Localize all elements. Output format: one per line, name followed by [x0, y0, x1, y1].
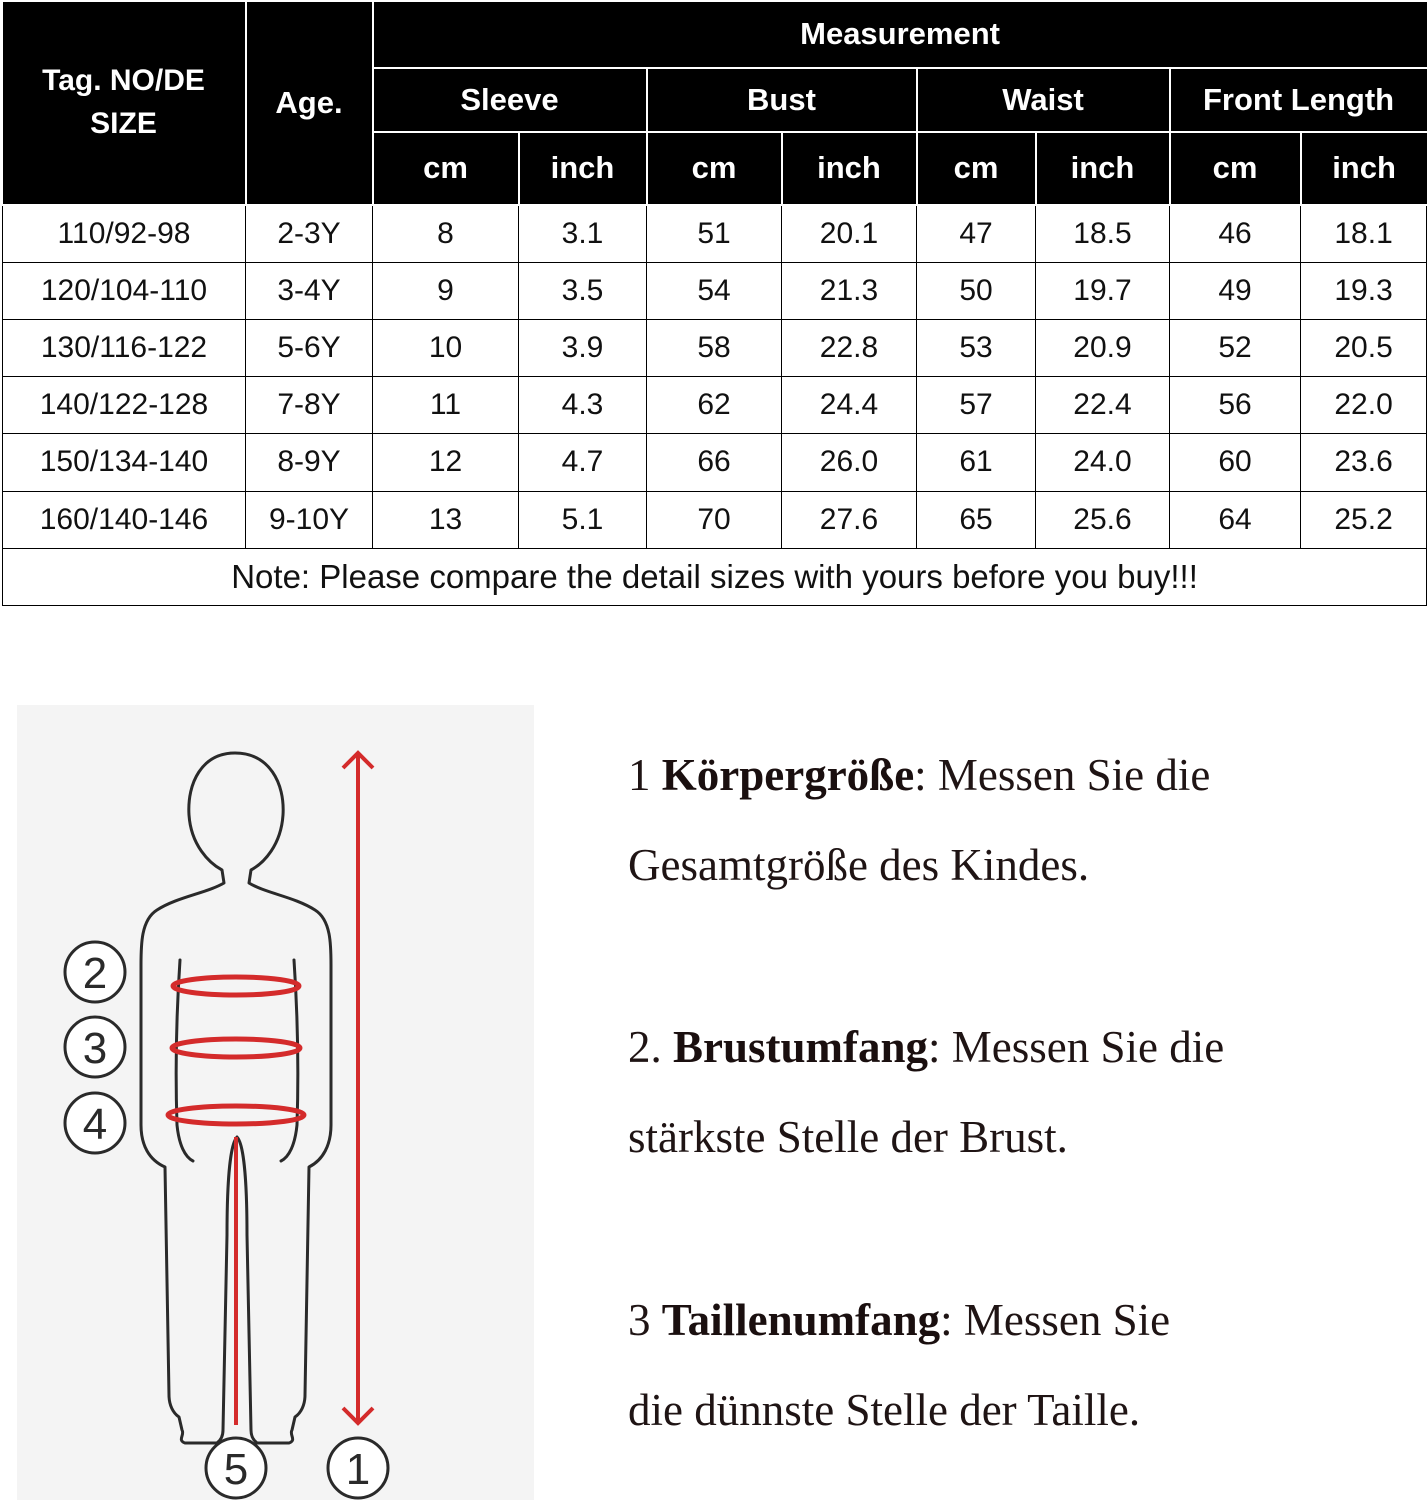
instruction-number: 1 — [628, 750, 662, 800]
bust-inch-cell: 27.6 — [782, 491, 917, 548]
table-row — [3, 434, 1427, 491]
bust-cm-cell: 70 — [647, 491, 782, 548]
age-cell: 2-3Y — [246, 205, 373, 262]
front-length-header: Front Length — [1170, 68, 1427, 132]
sleeve-inch-cell: 3.9 — [519, 319, 647, 376]
age-cell: 7-8Y — [246, 377, 373, 434]
marker-5: 5 — [223, 1445, 249, 1494]
size-cell: 150/134-140 — [3, 434, 246, 491]
table-row — [3, 205, 1427, 262]
waist-inch-cell: 20.9 — [1036, 319, 1170, 376]
front-length-inch-cell: 19.3 — [1301, 262, 1427, 319]
age-column-header: Age. — [246, 2, 373, 205]
instruction-number: 2. — [628, 1022, 673, 1072]
size-cell: 160/140-146 — [3, 491, 246, 548]
instruction-term: Brustumfang — [673, 1022, 929, 1072]
bust-line — [173, 977, 299, 995]
sleeve-inch-cell: 4.3 — [519, 377, 647, 434]
bust-inch-cell: 20.1 — [782, 205, 917, 262]
instruction-text: : Messen Sie die — [914, 750, 1211, 800]
instruction-text: stärkste Stelle der Brust. — [628, 1112, 1068, 1162]
bust-inch-cell: 21.3 — [782, 262, 917, 319]
size-cell: 140/122-128 — [3, 377, 246, 434]
age-cell: 3-4Y — [246, 262, 373, 319]
front-length-cm-cell: 60 — [1170, 434, 1301, 491]
size-column-header: Tag. NO/DE SIZE — [3, 2, 246, 205]
sleeve-inch-cell: 5.1 — [519, 491, 647, 548]
unit-header: inch — [782, 132, 917, 205]
unit-header: inch — [519, 132, 647, 205]
waist-cm-cell: 65 — [917, 491, 1036, 548]
unit-header: cm — [917, 132, 1036, 205]
size-cell: 120/104-110 — [3, 262, 246, 319]
front-length-inch-cell: 25.2 — [1301, 491, 1427, 548]
waist-inch-cell: 25.6 — [1036, 491, 1170, 548]
age-cell: 8-9Y — [246, 434, 373, 491]
table-row — [3, 319, 1427, 376]
unit-header: inch — [1036, 132, 1170, 205]
instruction-chest — [628, 1002, 1388, 1182]
front-length-cm-cell: 64 — [1170, 491, 1301, 548]
unit-header: cm — [373, 132, 519, 205]
waist-inch-cell: 18.5 — [1036, 205, 1170, 262]
sleeve-inch-cell: 3.1 — [519, 205, 647, 262]
waist-cm-cell: 53 — [917, 319, 1036, 376]
waist-cm-cell: 47 — [917, 205, 1036, 262]
bust-inch-cell: 26.0 — [782, 434, 917, 491]
unit-header: cm — [1170, 132, 1301, 205]
marker-1: 1 — [345, 1445, 371, 1494]
bust-cm-cell: 54 — [647, 262, 782, 319]
table-row — [3, 262, 1427, 319]
bust-cm-cell: 62 — [647, 377, 782, 434]
instruction-text: : Messen Sie die — [928, 1022, 1225, 1072]
front-length-cm-cell: 49 — [1170, 262, 1301, 319]
waist-cm-cell: 50 — [917, 262, 1036, 319]
instruction-text: Gesamtgröße des Kindes. — [628, 840, 1090, 890]
front-length-inch-cell: 20.5 — [1301, 319, 1427, 376]
instruction-number: 3 — [628, 1295, 662, 1345]
bust-cm-cell: 58 — [647, 319, 782, 376]
waist-cm-cell: 57 — [917, 377, 1036, 434]
front-length-inch-cell: 18.1 — [1301, 205, 1427, 262]
front-length-cm-cell: 46 — [1170, 205, 1301, 262]
bust-inch-cell: 24.4 — [782, 377, 917, 434]
measurement-figure — [17, 705, 534, 1500]
sleeve-inch-cell: 3.5 — [519, 262, 647, 319]
size-table-body — [3, 205, 1427, 606]
size-note: Note: Please compare the detail sizes with yours before you buy!!! — [3, 548, 1427, 605]
front-length-inch-cell: 23.6 — [1301, 434, 1427, 491]
front-length-cm-cell: 52 — [1170, 319, 1301, 376]
child-body-diagram — [17, 705, 534, 1500]
waist-line — [172, 1039, 300, 1057]
age-cell: 5-6Y — [246, 319, 373, 376]
sleeve-header: Sleeve — [373, 68, 647, 132]
sleeve-cm-cell: 8 — [373, 205, 519, 262]
sleeve-cm-cell: 10 — [373, 319, 519, 376]
bust-cm-cell: 66 — [647, 434, 782, 491]
instruction-term: Körpergröße — [661, 750, 915, 800]
instruction-term: Taillenumfang — [661, 1295, 941, 1345]
sleeve-cm-cell: 12 — [373, 434, 519, 491]
waist-inch-cell: 22.4 — [1036, 377, 1170, 434]
measurement-group-header: Measurement — [373, 2, 1427, 68]
front-length-cm-cell: 56 — [1170, 377, 1301, 434]
marker-3: 3 — [82, 1024, 108, 1073]
unit-header: inch — [1301, 132, 1427, 205]
size-chart-table — [2, 2, 1427, 606]
front-length-inch-cell: 22.0 — [1301, 377, 1427, 434]
instruction-text: : Messen Sie — [940, 1295, 1171, 1345]
sleeve-cm-cell: 11 — [373, 377, 519, 434]
size-cell: 130/116-122 — [3, 319, 246, 376]
sleeve-cm-cell: 13 — [373, 491, 519, 548]
size-cell: 110/92-98 — [3, 205, 246, 262]
age-cell: 9-10Y — [246, 491, 373, 548]
waist-header: Waist — [917, 68, 1170, 132]
table-row — [3, 377, 1427, 434]
sleeve-inch-cell: 4.7 — [519, 434, 647, 491]
bust-inch-cell: 22.8 — [782, 319, 917, 376]
bust-header: Bust — [647, 68, 917, 132]
sleeve-cm-cell: 9 — [373, 262, 519, 319]
marker-4: 4 — [82, 1100, 108, 1149]
bust-cm-cell: 51 — [647, 205, 782, 262]
waist-inch-cell: 24.0 — [1036, 434, 1170, 491]
instruction-waist — [628, 1275, 1388, 1455]
table-row — [3, 491, 1427, 548]
waist-inch-cell: 19.7 — [1036, 262, 1170, 319]
hip-line — [168, 1106, 304, 1124]
instruction-text: die dünnste Stelle der Taille. — [628, 1385, 1141, 1435]
instruction-body-height — [628, 730, 1388, 910]
waist-cm-cell: 61 — [917, 434, 1036, 491]
marker-2: 2 — [82, 949, 108, 998]
unit-header: cm — [647, 132, 782, 205]
